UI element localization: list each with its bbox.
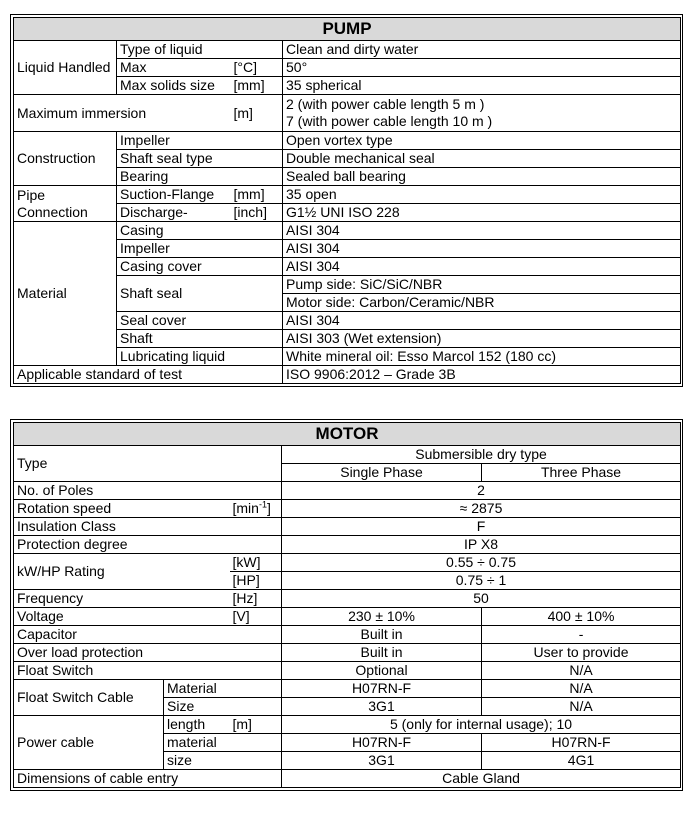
shaft-seal-type-label: Shaft seal type — [117, 150, 283, 168]
fc-material-label: Material — [164, 680, 282, 698]
max-immersion-value-2: 7 (with power cable length 10 m ) — [286, 113, 493, 129]
pump-table-frame — [10, 14, 683, 387]
pump-title: PUMP — [14, 18, 681, 41]
shaft-label: Shaft — [117, 330, 283, 348]
lubricating-value: White mineral oil: Esso Marcol 152 (180 cc) — [283, 348, 681, 366]
material-impeller-value: AISI 304 — [283, 240, 681, 258]
max-unit: [°C] — [231, 59, 283, 77]
pc-material-label: material — [164, 734, 282, 752]
max-immersion-unit: [m] — [231, 95, 283, 132]
max-solids-unit: [mm] — [231, 77, 283, 95]
fc-size-three: N/A — [482, 698, 681, 716]
type-label: Type — [14, 446, 282, 482]
capacitor-single: Built in — [282, 626, 482, 644]
casing-cover-value: AISI 304 — [283, 258, 681, 276]
pc-length-label: length — [164, 716, 230, 734]
shaft-seal-value-1: Pump side: SiC/SiC/NBR — [283, 276, 681, 294]
voltage-unit: [V] — [230, 608, 282, 626]
fc-size-label: Size — [164, 698, 282, 716]
pc-material-single: H07RN-F — [282, 734, 482, 752]
capacitor-label: Capacitor — [14, 626, 282, 644]
max-immersion-label: Maximum immersion — [14, 95, 231, 132]
pc-length-unit: [m] — [230, 716, 282, 734]
discharge-value: G1½ UNI ISO 228 — [283, 204, 681, 222]
impeller-label: Impeller — [117, 132, 283, 150]
type-value: Submersible dry type — [282, 446, 681, 464]
insulation-value: F — [282, 518, 681, 536]
seal-cover-value: AISI 304 — [283, 312, 681, 330]
rating-label: kW/HP Rating — [14, 554, 230, 590]
rating-unit-hp: [HP] — [230, 572, 282, 590]
pc-size-three: 4G1 — [482, 752, 681, 770]
rotation-value: ≈ 2875 — [282, 500, 681, 518]
motor-title: MOTOR — [14, 423, 681, 446]
lubricating-label: Lubricating liquid — [117, 348, 283, 366]
pump-table — [13, 17, 681, 384]
rating-unit-kw: [kW] — [230, 554, 282, 572]
pc-size-single: 3G1 — [282, 752, 482, 770]
cable-entry-label: Dimensions of cable entry — [14, 770, 282, 788]
construction-label: Construction — [14, 132, 117, 186]
power-cable-label: Power cable — [14, 716, 164, 770]
poles-label: No. of Poles — [14, 482, 282, 500]
overload-single: Built in — [282, 644, 482, 662]
pipe-connection-label: Pipe Connection — [14, 186, 117, 222]
float-switch-three: N/A — [482, 662, 681, 680]
rotation-unit: $[\min^{-1}]$ — [230, 500, 282, 518]
fc-size-single: 3G1 — [282, 698, 482, 716]
float-switch-single: Optional — [282, 662, 482, 680]
discharge-label: Discharge- — [117, 204, 231, 222]
suction-value: 35 open — [283, 186, 681, 204]
protection-value: IP X8 — [282, 536, 681, 554]
overload-label: Over load protection — [14, 644, 282, 662]
float-cable-label: Float Switch Cable — [14, 680, 164, 716]
insulation-label: Insulation Class — [14, 518, 282, 536]
three-phase-header: Three Phase — [482, 464, 681, 482]
type-of-liquid-label: Type of liquid — [117, 41, 283, 59]
overload-three: User to provide — [482, 644, 681, 662]
pc-size-label: size — [164, 752, 282, 770]
max-solids-value: 35 spherical — [283, 77, 681, 95]
motor-table-frame — [10, 419, 683, 791]
bearing-label: Bearing — [117, 168, 283, 186]
shaft-value: AISI 303 (Wet extension) — [283, 330, 681, 348]
casing-value: AISI 304 — [283, 222, 681, 240]
standard-label: Applicable standard of test — [14, 366, 283, 384]
suction-label: Suction-Flange — [117, 186, 231, 204]
type-of-liquid-value: Clean and dirty water — [283, 41, 681, 59]
material-impeller-label: Impeller — [117, 240, 283, 258]
max-value: 50° — [283, 59, 681, 77]
seal-cover-label: Seal cover — [117, 312, 283, 330]
fc-material-three: N/A — [482, 680, 681, 698]
voltage-single: 230 ± 10% — [282, 608, 482, 626]
frequency-value: 50 — [282, 590, 681, 608]
voltage-three: 400 ± 10% — [482, 608, 681, 626]
poles-value: 2 — [282, 482, 681, 500]
shaft-seal-value-2: Motor side: Carbon/Ceramic/NBR — [283, 294, 681, 312]
voltage-label: Voltage — [14, 608, 230, 626]
motor-table — [13, 422, 681, 788]
shaft-seal-type-value: Double mechanical seal — [283, 150, 681, 168]
rotation-label: Rotation speed — [14, 500, 230, 518]
max-immersion-value-1: 2 (with power cable length 5 m ) — [286, 96, 485, 112]
max-label: Max — [117, 59, 231, 77]
material-label: Material — [14, 222, 117, 366]
single-phase-header: Single Phase — [282, 464, 482, 482]
capacitor-three: - — [482, 626, 681, 644]
standard-value: ISO 9906:2012 – Grade 3B — [283, 366, 681, 384]
rating-kw-value: 0.55 ÷ 0.75 — [282, 554, 681, 572]
frequency-label: Frequency — [14, 590, 230, 608]
frequency-unit: [Hz] — [230, 590, 282, 608]
cable-entry-value: Cable Gland — [282, 770, 681, 788]
discharge-unit: [inch] — [231, 204, 283, 222]
rating-hp-value: 0.75 ÷ 1 — [282, 572, 681, 590]
suction-unit: [mm] — [231, 186, 283, 204]
fc-material-single: H07RN-F — [282, 680, 482, 698]
liquid-handled-label: Liquid Handled — [14, 41, 117, 95]
max-solids-label: Max solids size — [117, 77, 231, 95]
shaft-seal-label: Shaft seal — [117, 276, 283, 312]
protection-label: Protection degree — [14, 536, 282, 554]
casing-cover-label: Casing cover — [117, 258, 283, 276]
casing-label: Casing — [117, 222, 283, 240]
pc-length-value: 5 (only for internal usage); 10 — [282, 716, 681, 734]
pc-material-three: H07RN-F — [482, 734, 681, 752]
impeller-value: Open vortex type — [283, 132, 681, 150]
bearing-value: Sealed ball bearing — [283, 168, 681, 186]
float-switch-label: Float Switch — [14, 662, 282, 680]
